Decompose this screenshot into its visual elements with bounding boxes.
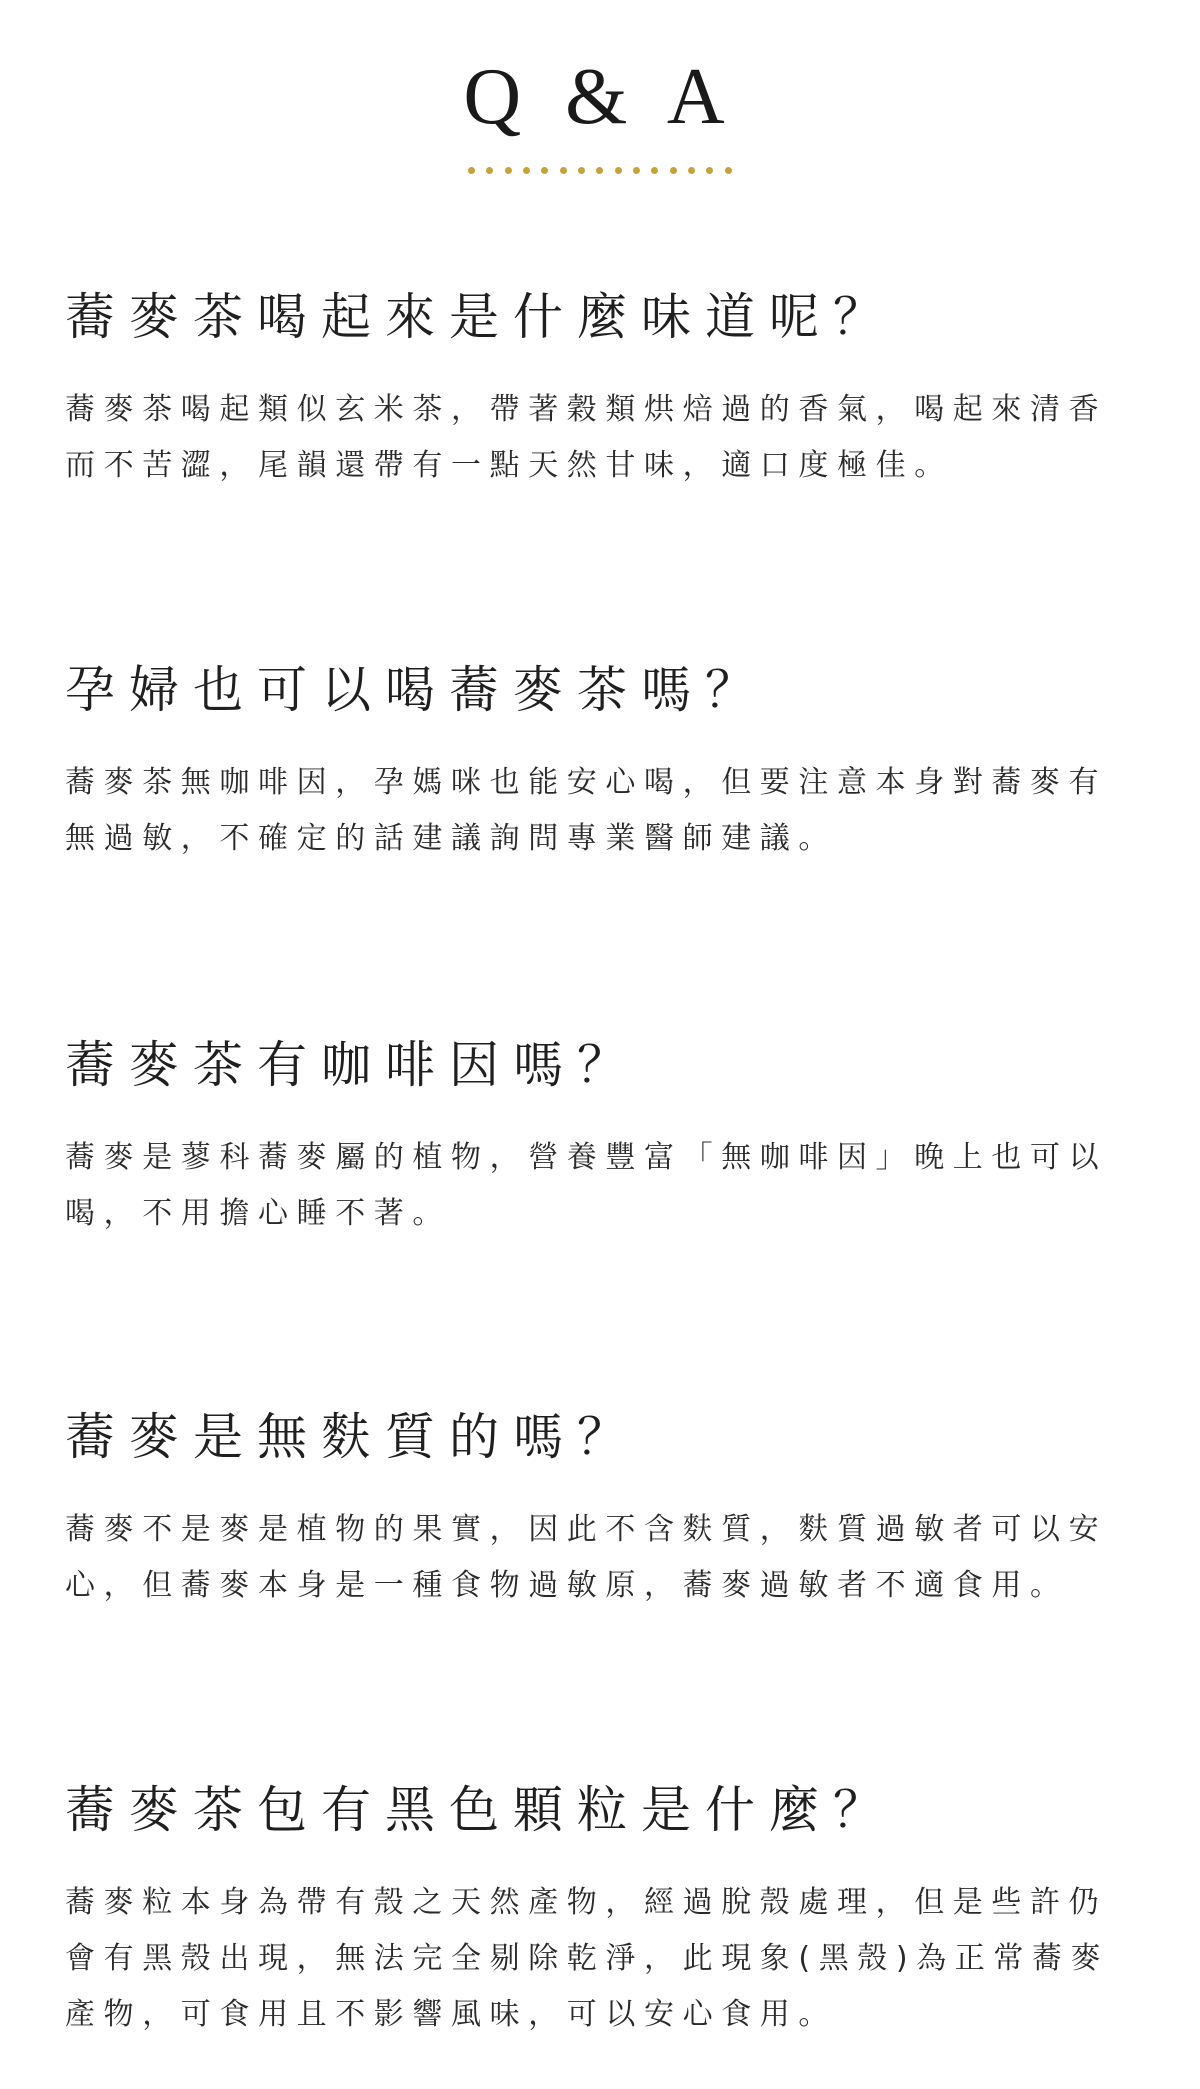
- faq-item: [65, 282, 1145, 494]
- faq-answer: 蕎麥不是麥是植物的果實，因此不含麩質，麩質過敏者可以安心，但蕎麥本身是一種食物過敏原，蕎麥過敏者不適食用。: [65, 1512, 1108, 1603]
- faq-answer: 蕎麥茶喝起類似玄米茶，帶著穀類烘焙過的香氣，喝起來清香而不苦澀，尾韻還帶有一點天然甘味，適口度極佳。: [65, 392, 1108, 483]
- divider-dot: [633, 167, 640, 174]
- faq-question: 蕎麥茶包有黑色顆粒是什麼？: [65, 1781, 897, 1839]
- divider-dot: [523, 167, 530, 174]
- divider-dot: [651, 167, 658, 174]
- faq-item: [65, 1030, 1145, 1242]
- faq-question: 蕎麥茶喝起來是什麼味道呢？: [65, 288, 897, 346]
- faq-question: 蕎麥是無麩質的嗎？: [65, 1408, 641, 1466]
- divider-dot: [486, 167, 493, 174]
- faq-item: [65, 655, 1145, 867]
- divider-dot: [578, 167, 585, 174]
- divider-dot: [468, 167, 475, 174]
- page-title: Q & A: [463, 53, 737, 141]
- divider-dot: [688, 167, 695, 174]
- divider-dot: [615, 167, 622, 174]
- divider-dot: [541, 167, 548, 174]
- divider-dot: [505, 167, 512, 174]
- page-header: [0, 0, 1200, 200]
- title-divider: [468, 166, 732, 174]
- divider-dot: [670, 167, 677, 174]
- faq-question: 孕婦也可以喝蕎麥茶嗎？: [65, 661, 769, 719]
- divider-dot: [725, 167, 732, 174]
- faq-answer: 蕎麥茶無咖啡因，孕媽咪也能安心喝，但要注意本身對蕎麥有無過敏，不確定的話建議詢問專業醫師建議。: [65, 765, 1108, 856]
- divider-dot: [596, 167, 603, 174]
- faq-answer: 蕎麥粒本身為帶有殼之天然產物，經過脫殼處理，但是些許仍會有黑殼出現，無法完全剔除乾淨，此現象(黑殼)為正常蕎麥產物，可食用且不影響風味，可以安心食用。: [65, 1885, 1110, 2032]
- divider-dot: [560, 167, 567, 174]
- divider-dot: [706, 167, 713, 174]
- faq-answer: 蕎麥是蓼科蕎麥屬的植物，營養豐富「無咖啡因」晚上也可以喝，不用擔心睡不著。: [65, 1140, 1108, 1231]
- faq-item: [65, 1402, 1145, 1614]
- faq-question: 蕎麥茶有咖啡因嗎？: [65, 1036, 641, 1094]
- faq-item: [65, 1775, 1145, 2043]
